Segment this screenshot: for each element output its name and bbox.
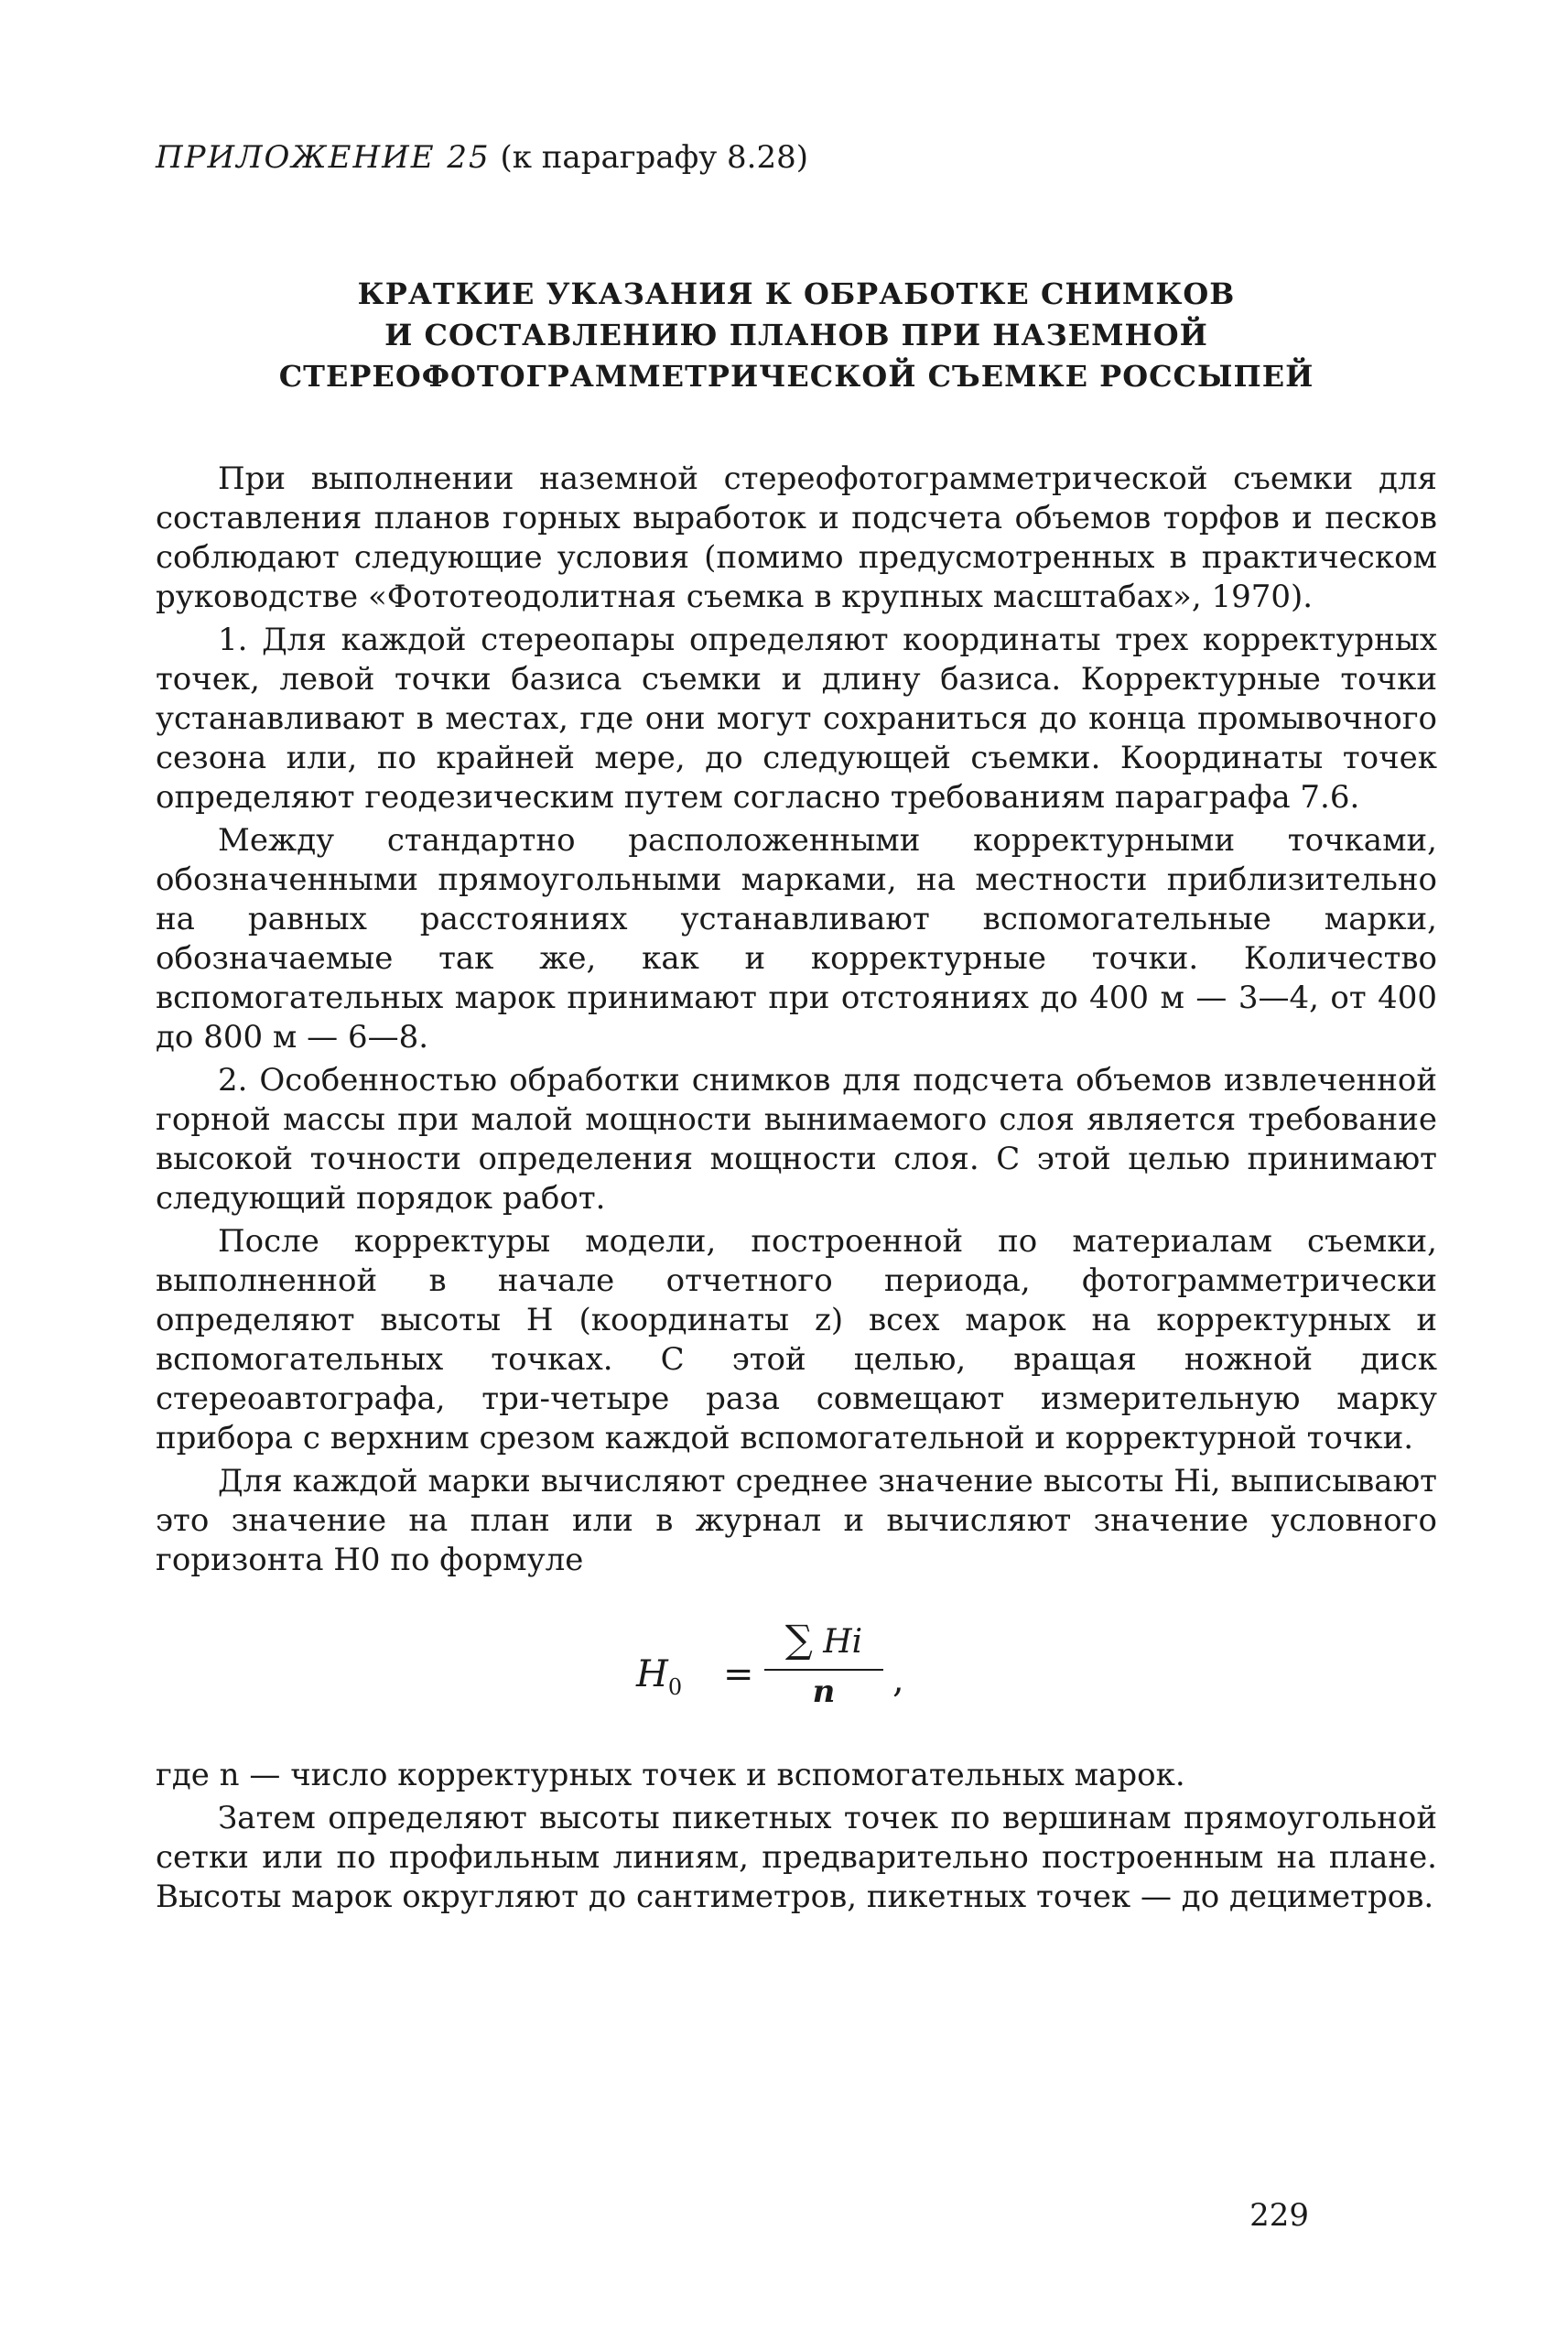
appendix-label: ПРИЛОЖЕНИЕ 25 bbox=[156, 139, 491, 176]
formula-lhs-var: H bbox=[636, 1653, 668, 1695]
formula-comma: , bbox=[892, 1659, 904, 1701]
formula-numerator bbox=[764, 1617, 883, 1671]
document-title bbox=[156, 274, 1437, 397]
formula-lhs-subscript: 0 bbox=[667, 1674, 683, 1700]
paragraph-item-2: 2. Особенностью обработки снимков для подсчета объемов извлеченной горной массы при малой мощности вынимаемого слоя является требование высокой точности определения мощности слоя. С этой целью принимают следующий порядок работ. bbox=[156, 1062, 1437, 1217]
page-number: 229 bbox=[1249, 2197, 1309, 2234]
formula-fraction bbox=[764, 1617, 883, 1713]
formula-numerator-var: Hi bbox=[823, 1623, 863, 1661]
title-line-2: И СОСТАВЛЕНИЮ ПЛАНОВ ПРИ НАЗЕМНОЙ bbox=[384, 318, 1208, 352]
formula-equals: = bbox=[723, 1653, 754, 1695]
formula-lhs bbox=[636, 1653, 682, 1700]
formula-h0 bbox=[156, 1617, 1437, 1717]
document-body bbox=[156, 460, 1437, 1917]
document-page bbox=[156, 137, 1437, 2243]
appendix-reference: (к параграфу 8.28) bbox=[500, 139, 808, 176]
title-line-3: СТЕРЕОФОТОГРАММЕТРИЧЕСКОЙ СЪЕМКЕ РОССЫПЕЙ bbox=[278, 359, 1314, 394]
paragraph-picket-heights: Затем определяют высоты пикетных точек по вершинам прямоугольной сетки или по профильным линиям, предварительно построенным на плане. Высоты марок округляют до сантиметров, пикетных точек — до дециметров. bbox=[156, 1800, 1437, 1915]
formula-denominator: n bbox=[812, 1673, 836, 1710]
paragraph-intro: При выполнении наземной стереофотограмметрической съемки для составления планов горных выработок и подсчета объемов торфов и песков соблюдают следующие условия (помимо предусмотренных в практическом руководстве «Фототеодолитная съемка в крупных масштабах», 1970). bbox=[156, 460, 1437, 615]
paragraph-average-height: Для каждой марки вычисляют среднее значение высоты Hi, выписывают это значение на план или в журнал и вычисляют значение условного горизонта H0 по формуле bbox=[156, 1463, 1437, 1578]
paragraph-item-1: 1. Для каждой стереопары определяют координаты трех корректурных точек, левой точки базиса съемки и длину базиса. Корректурные точки устанавливают в местах, где они могут сохраниться до конца промывочного сезона или, по крайней мере, до следующей съемки. Координаты точек определяют геодезическим путем согласно требованиям параграфа 7.6. bbox=[156, 622, 1437, 816]
title-line-1: КРАТКИЕ УКАЗАНИЯ К ОБРАБОТКЕ СНИМКОВ bbox=[357, 276, 1236, 311]
paragraph-marks: Между стандартно расположенными корректурными точками, обозначенными прямоугольными марками, на местности приблизительно на равных расстояниях устанавливают вспомогательные марки, обозначаемые так же, как и корректурные точки. Количество вспомогательных марок принимают при отстояниях до 400 м — 3—4, от 400 до 800 м — 6—8. bbox=[156, 822, 1437, 1056]
sigma-symbol: ∑ bbox=[784, 1617, 813, 1662]
paragraph-correction: После корректуры модели, построенной по материалам съемки, выполненной в начале отчетного периода, фотограмметрически определяют высоты H (координаты z) всех марок на корректурных и вспомогательных точках. С этой целью, вращая ножной диск стереоавтографа, три-четыре раза совмещают измерительную марку прибора с верхним срезом каждой вспомогательной и корректурной точки. bbox=[156, 1223, 1437, 1456]
appendix-header bbox=[156, 137, 1437, 178]
paragraph-where-n: где n — число корректурных точек и вспомогательных марок. bbox=[156, 1757, 1185, 1793]
